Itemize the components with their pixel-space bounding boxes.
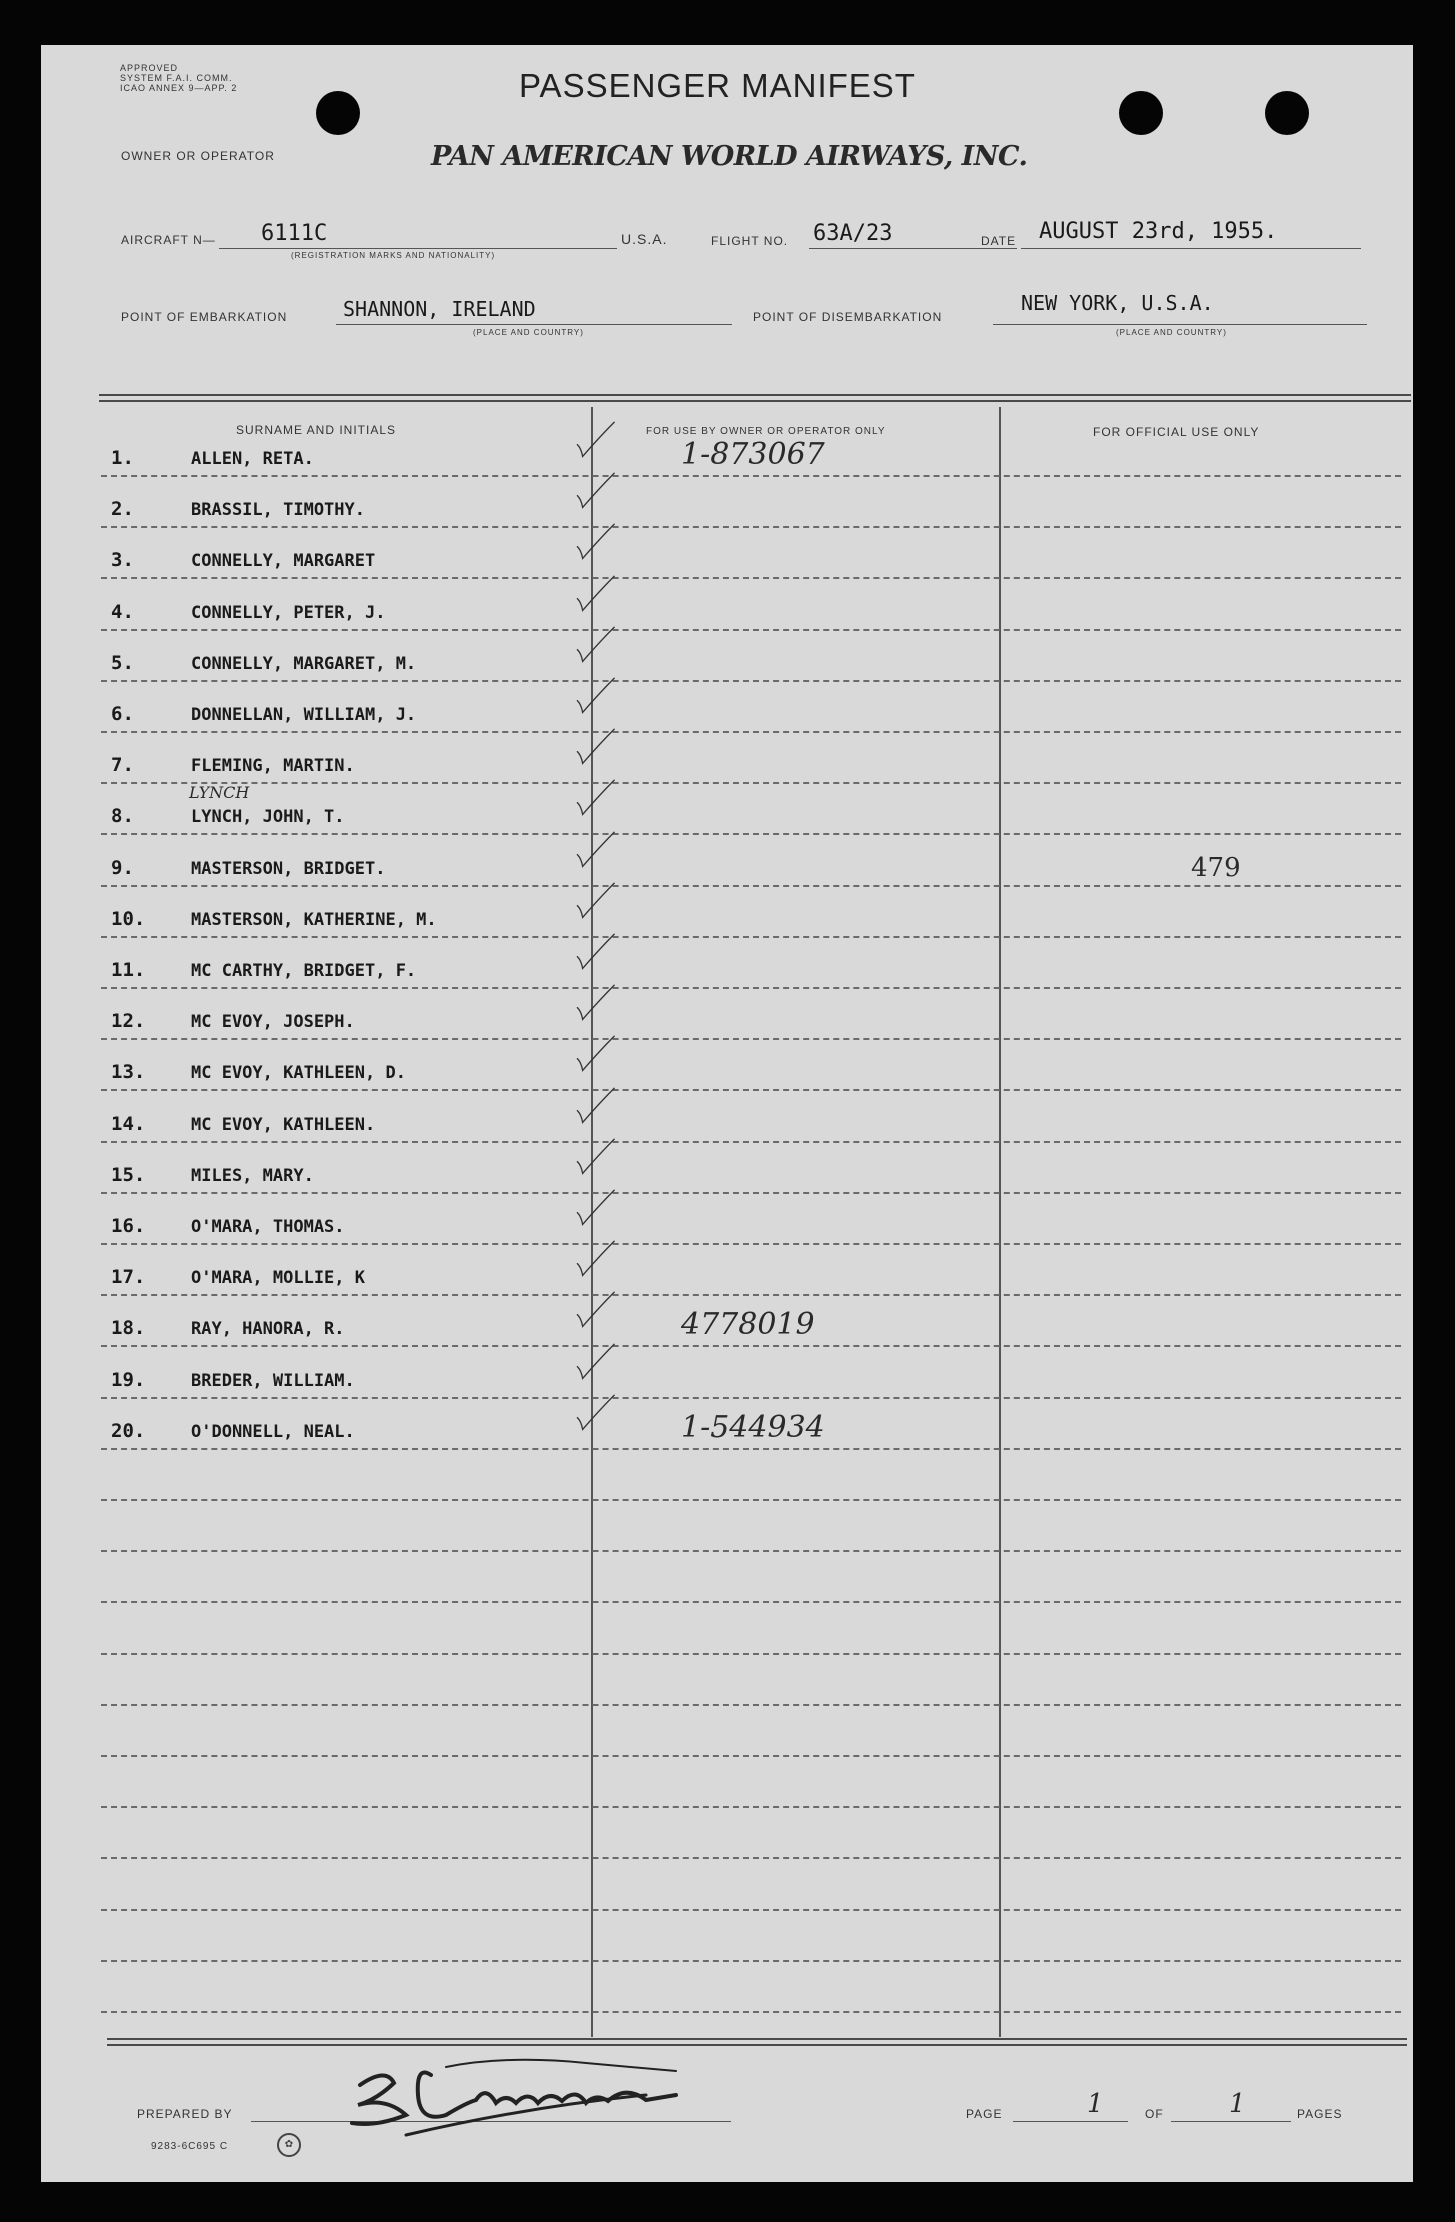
row-rule: [101, 1345, 1401, 1347]
passenger-name: RAY, HANORA, R.: [191, 1319, 345, 1340]
embark-underline: [336, 324, 732, 325]
flight-label: FLIGHT NO.: [711, 234, 789, 248]
row-number: 18.: [111, 1317, 146, 1340]
row-rule: [101, 1192, 1401, 1194]
passenger-name: MILES, MARY.: [191, 1165, 314, 1186]
date-label: DATE: [981, 234, 1017, 248]
check-mark-icon: [563, 673, 643, 719]
prepared-by-label: PREPARED BY: [137, 2107, 233, 2121]
of-underline: [1171, 2121, 1291, 2122]
punch-hole-left: [316, 91, 360, 135]
row-number: 11.: [111, 959, 146, 981]
registration-sublabel: (REGISTRATION MARKS AND NATIONALITY): [291, 251, 496, 260]
row-rule: [101, 1294, 1401, 1296]
approval-line-1: APPROVED: [120, 63, 179, 73]
column-header-official-use: FOR OFFICIAL USE ONLY: [1093, 425, 1260, 439]
row-rule: [101, 936, 1401, 938]
passenger-name: CONNELLY, PETER, J.: [191, 602, 386, 623]
row-rule: [101, 1653, 1401, 1655]
signature: [346, 2045, 766, 2140]
owner-label: OWNER OR OPERATOR: [121, 149, 275, 163]
row-rule: [101, 526, 1401, 528]
row-rule: [101, 1704, 1401, 1706]
passenger-name: MASTERSON, BRIDGET.: [191, 858, 386, 879]
row-number: 7.: [111, 754, 134, 777]
passenger-name: CONNELLY, MARGARET: [191, 551, 376, 572]
embark-value: SHANNON, IRELAND: [343, 297, 536, 321]
passenger-name: BREDER, WILLIAM.: [191, 1370, 355, 1391]
check-mark-icon: [563, 1236, 643, 1282]
check-mark-icon: [563, 827, 643, 873]
row-number: 13.: [111, 1061, 146, 1084]
row-rule: [101, 1550, 1401, 1552]
row-number: 1.: [111, 447, 134, 469]
passenger-name: O'MARA, MOLLIE, K: [191, 1268, 365, 1289]
row-rule: [101, 1038, 1401, 1040]
row-rule: [101, 782, 1401, 784]
row-rule: [101, 2011, 1401, 2013]
row-number: 16.: [111, 1215, 146, 1237]
row-rule: [101, 1601, 1401, 1603]
check-mark-icon: [563, 775, 643, 821]
disembark-label: POINT OF DISEMBARKATION: [753, 310, 943, 324]
manifest-sheet: [41, 45, 1413, 2182]
row-number: 2.: [111, 498, 134, 521]
owner-value: PAN AMERICAN WORLD AIRWAYS, INC.: [431, 141, 1028, 172]
check-mark-icon: [563, 1185, 643, 1231]
check-mark-icon: [563, 417, 643, 463]
owner-note: 1-544934: [681, 1409, 825, 1445]
row-number: 4.: [111, 600, 134, 623]
punch-hole-right-1: [1119, 91, 1163, 135]
row-rule: [101, 680, 1401, 682]
check-mark-icon: [563, 1031, 643, 1077]
table-top-rule: [99, 394, 1411, 396]
signature-scrawl: [346, 2045, 766, 2140]
row-number: 3.: [111, 549, 134, 572]
disembark-underline: [993, 324, 1367, 325]
owner-note: 4778019: [681, 1307, 815, 1343]
row-number: 6.: [111, 703, 134, 725]
row-rule: [101, 1499, 1401, 1501]
row-rule: [101, 1909, 1401, 1911]
check-mark-icon: [563, 1287, 643, 1333]
passenger-name: ALLEN, RETA.: [191, 449, 314, 469]
passenger-name: MC EVOY, KATHLEEN, D.: [191, 1063, 406, 1084]
page-value: 1: [1087, 2089, 1104, 2119]
column-divider-2: [999, 407, 1001, 2037]
flight-value: 63A/23: [813, 221, 893, 246]
official-note: 479: [1191, 852, 1241, 883]
row-rule: [101, 731, 1401, 733]
row-rule: [101, 1806, 1401, 1808]
row-number: 8.: [111, 805, 134, 828]
row-rule: [101, 1243, 1401, 1245]
row-rule: [101, 1448, 1401, 1450]
approval-block: [120, 63, 237, 93]
row-number: 9.: [111, 856, 134, 879]
aircraft-label: AIRCRAFT N—: [121, 233, 216, 247]
row-rule: [101, 987, 1401, 989]
of-value: 1: [1229, 2089, 1246, 2119]
passenger-name: MASTERSON, KATHERINE, M.: [191, 909, 437, 930]
row-rule: [101, 629, 1401, 631]
row-number: 19.: [111, 1368, 146, 1391]
page-label: PAGE: [966, 2107, 1003, 2121]
check-mark-icon: [563, 571, 643, 617]
row-rule: [101, 1089, 1401, 1091]
passenger-name: MC EVOY, KATHLEEN.: [191, 1114, 376, 1135]
of-label: OF: [1145, 2107, 1164, 2121]
pages-label: PAGES: [1297, 2107, 1343, 2121]
page-underline: [1013, 2121, 1128, 2122]
embark-label: POINT OF EMBARKATION: [121, 310, 288, 324]
row-number: 12.: [111, 1010, 146, 1033]
passenger-name: BRASSIL, TIMOTHY.: [191, 500, 365, 521]
check-mark-icon: [563, 980, 643, 1026]
passenger-name: O'DONNELL, NEAL.: [191, 1421, 355, 1442]
table-top-rule-2: [99, 400, 1411, 402]
passenger-name: CONNELLY, MARGARET, M.: [191, 653, 417, 674]
check-mark-icon: [563, 724, 643, 770]
check-mark-icon: [563, 1390, 643, 1436]
row-number: 5.: [111, 651, 134, 674]
aircraft-underline: [219, 248, 617, 249]
check-mark-icon: [563, 468, 643, 514]
handwritten-annotation: LYNCH: [189, 783, 250, 803]
flight-underline: [809, 248, 1017, 249]
passenger-name: MC EVOY, JOSEPH.: [191, 1012, 355, 1033]
union-bug-icon: ✿: [277, 2133, 301, 2157]
approval-line-2: SYSTEM F.A.I. COMM.: [120, 73, 233, 83]
check-mark-icon: [563, 519, 643, 565]
row-number: 20.: [111, 1419, 146, 1442]
date-underline: [1021, 248, 1361, 249]
disembark-value: NEW YORK, U.S.A.: [1021, 291, 1214, 315]
passenger-name: LYNCH, JOHN, T.: [191, 807, 345, 828]
page-title: PASSENGER MANIFEST: [519, 67, 916, 104]
row-number: 14.: [111, 1112, 146, 1135]
row-rule: [101, 1141, 1401, 1143]
check-mark-icon: [563, 622, 643, 668]
owner-note: 1-873067: [681, 437, 825, 472]
row-rule: [101, 833, 1401, 835]
passenger-name: FLEMING, MARTIN.: [191, 756, 355, 777]
passenger-name: O'MARA, THOMAS.: [191, 1217, 345, 1237]
check-mark-icon: [563, 1134, 643, 1180]
row-rule: [101, 1857, 1401, 1859]
row-number: 15.: [111, 1163, 146, 1186]
column-header-surname: SURNAME AND INITIALS: [236, 423, 397, 437]
row-rule: [101, 1397, 1401, 1399]
row-rule: [101, 577, 1401, 579]
aircraft-value: 6111C: [261, 221, 328, 246]
check-mark-icon: [563, 1083, 643, 1129]
column-header-owner-use: FOR USE BY OWNER OR OPERATOR ONLY: [646, 426, 886, 437]
country-label: U.S.A.: [621, 231, 668, 247]
disembark-sublabel: (PLACE AND COUNTRY): [1116, 328, 1227, 337]
check-mark-icon: [563, 929, 643, 975]
date-value: AUGUST 23rd, 1955.: [1039, 219, 1278, 244]
check-mark-icon: [563, 878, 643, 924]
passenger-name: MC CARTHY, BRIDGET, F.: [191, 961, 417, 981]
row-rule: [101, 1755, 1401, 1757]
check-mark-icon: [563, 1339, 643, 1385]
row-rule: [101, 1960, 1401, 1962]
approval-line-3: ICAO ANNEX 9—APP. 2: [120, 83, 238, 93]
punch-hole-right-2: [1265, 91, 1309, 135]
row-rule: [101, 475, 1401, 477]
row-rule: [101, 885, 1401, 887]
table-bottom-rule: [107, 2038, 1407, 2040]
embark-sublabel: (PLACE AND COUNTRY): [473, 328, 584, 337]
row-number: 17.: [111, 1266, 146, 1289]
passenger-name: DONNELLAN, WILLIAM, J.: [191, 705, 417, 725]
row-number: 10.: [111, 907, 146, 930]
form-number: 9283-6C695 C: [151, 2141, 229, 2152]
